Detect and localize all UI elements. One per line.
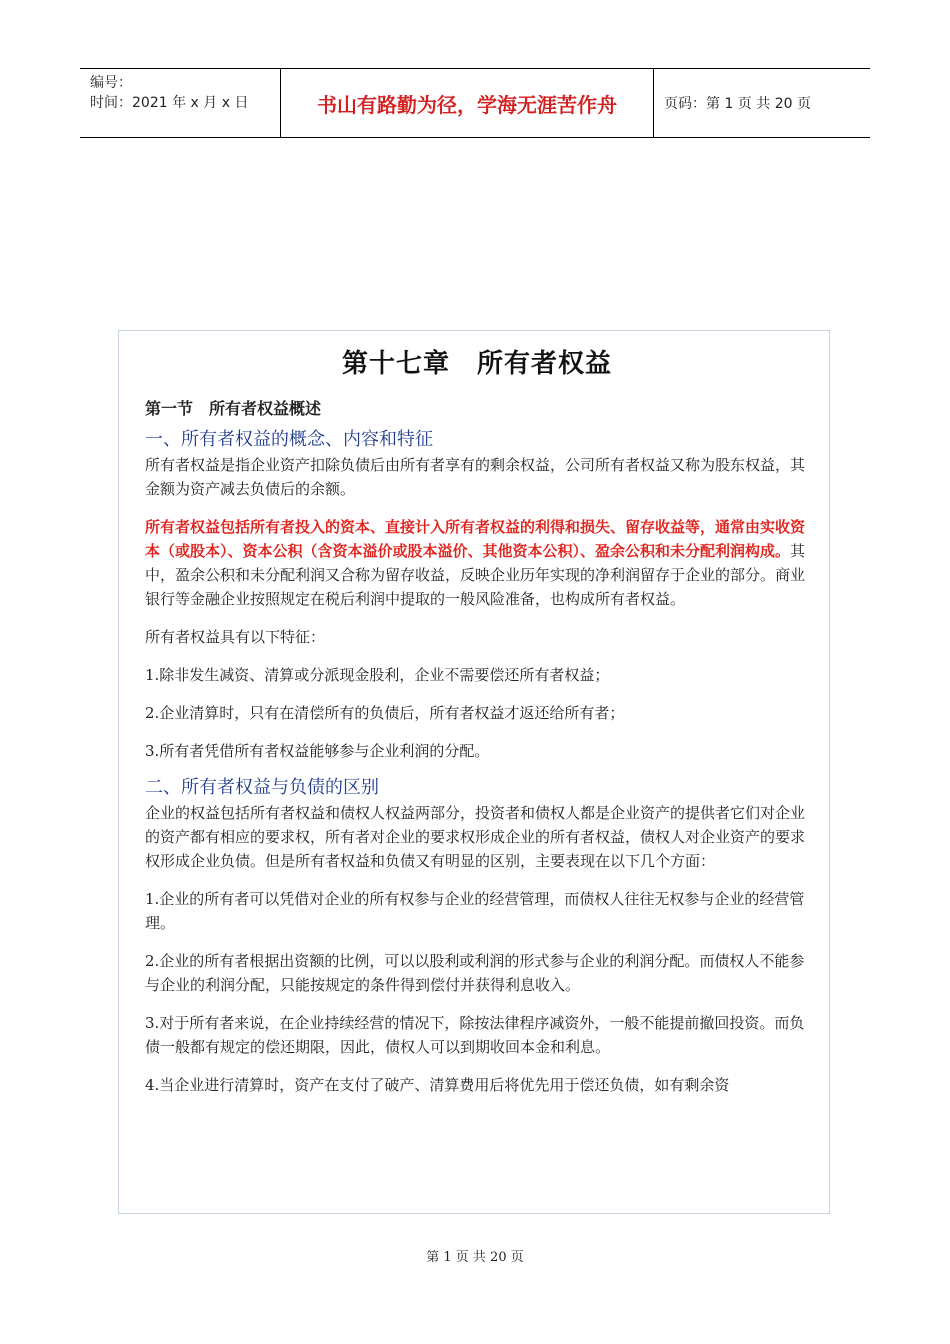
header-meta	[80, 69, 280, 137]
document-header	[80, 68, 870, 138]
difference-item: 1.企业的所有者可以凭借对企业的所有权参与企业的经营管理，而债权人往往无权参与企业的经营管理。	[145, 890, 805, 932]
difference-item: 4.当企业进行清算时，资产在支付了破产、清算费用后将优先用于偿还负债，如有剩余资	[145, 1076, 730, 1094]
page-footer: 第 1 页 共 20 页	[426, 1250, 524, 1265]
paragraph-features-intro: 所有者权益具有以下特征：	[145, 628, 326, 646]
feature-item: 2.企业清算时，只有在清偿所有的负债后，所有者权益才返还给所有者；	[145, 704, 625, 722]
paragraph-text: 其中，盈余公积和未分配利润又合称为留存收益，反映企业历年实现的净利润留存于企业的部分。商业银行等金融企业按照规定在税后利润中提取的一般风险准备，也构成所有者权益。	[145, 542, 806, 608]
section-title: 第一节 所有者权益概述	[145, 399, 322, 418]
paragraph-composition	[145, 515, 809, 611]
header-page-info: 页码：第 1 页 共 20 页	[664, 96, 811, 112]
highlighted-text: 所有者权益包括所有者投入的资本、直接计入所有者权益的利得和损失、留存收益等，通常由实收资本（或股本）、资本公积（含资本溢价或股本溢价、其他资本公积）、盈余公积和未分配利润构成。	[145, 518, 806, 560]
subheading-difference: 二、所有者权益与负债的区别	[145, 777, 379, 798]
number-label: 编号：	[90, 75, 132, 91]
chapter-title: 第十七章 所有者权益	[341, 349, 612, 379]
document-body	[145, 331, 809, 1097]
difference-item: 3.对于所有者来说，在企业持续经营的情况下，除按法律程序减资外，一般不能提前撤回投资。而负债一般都有规定的偿还期限，因此，债权人可以到期收回本金和利息。	[145, 1014, 805, 1056]
header-motto: 书山有路勤为径，学海无涯苦作舟	[280, 69, 654, 137]
difference-item: 2.企业的所有者根据出资额的比例，可以以股利或利润的形式参与企业的利润分配。而债权人不能参与企业的利润分配，只能按规定的条件得到偿付并获得利息收入。	[145, 952, 805, 994]
paragraph-equity-vs-debt: 企业的权益包括所有者权益和债权人权益两部分，投资者和债权人都是企业资产的提供者它们对企业的资产都有相应的要求权，所有者对企业的要求权形成企业的所有者权益，债权人对企业资产的要求权形成企业负债。但是所有者权益和负债又有明显的区别，主要表现在以下几个方面：	[145, 804, 806, 870]
time-label: 时间：2021 年 x 月 x 日	[90, 95, 249, 111]
feature-item: 1.除非发生减资、清算或分派现金股利，企业不需要偿还所有者权益；	[145, 666, 610, 684]
feature-item: 3.所有者凭借所有者权益能够参与企业利润的分配。	[145, 742, 490, 760]
subheading-concept: 一、所有者权益的概念、内容和特征	[145, 429, 433, 450]
paragraph-definition: 所有者权益是指企业资产扣除负债后由所有者享有的剩余权益，公司所有者权益又称为股东权益，其金额为资产减去负债后的余额。	[145, 456, 806, 498]
content-frame	[118, 330, 830, 1214]
